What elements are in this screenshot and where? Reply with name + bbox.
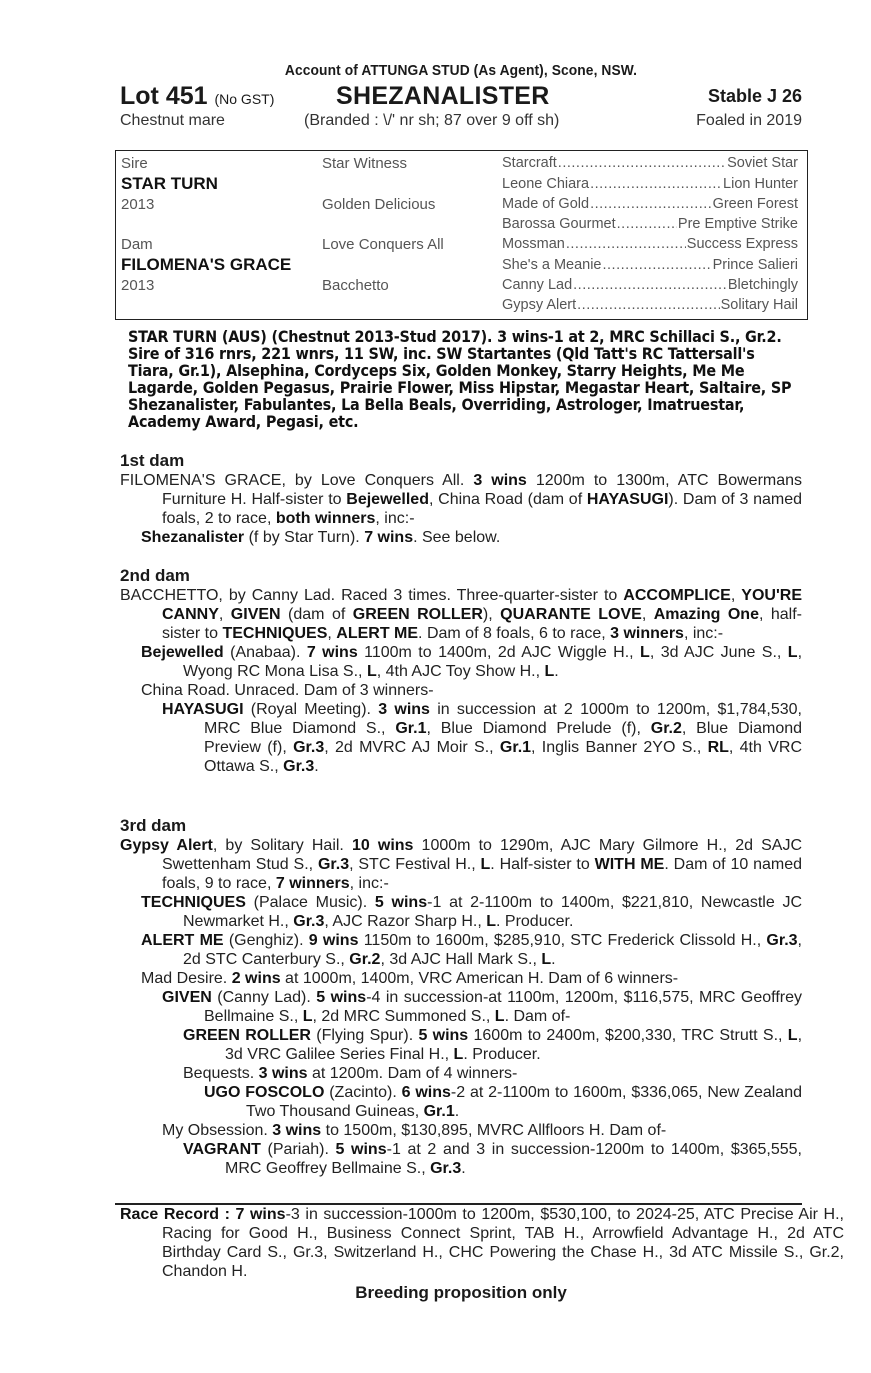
grandparent-row: Barossa Gourmet ..... Pre Emptive Strike [502, 216, 798, 232]
produce-entry: GREEN ROLLER (Flying Spur). 5 wins 1600m to 2400m, $200,330, TRC Strutt S., L, 3d VRC Galilee Series Final H., L. Producer. [183, 1027, 803, 1063]
dam-entry: BACCHETTO, by Canny Lad. Raced 3 times. Three-quarter-sister to ACCOMPLICE, YOU'RE CANNY, GIVEN (dam of GREEN ROLLER), QUARANTE LOVE, Amazing One, half-sister to TECHNIQUES, ALERT ME. Dam of 8 foals, 6 to race, 3 winners, inc:- [120, 587, 803, 642]
section-heading: 2nd dam [120, 566, 190, 585]
produce-entry: Bejewelled (Anabaa). 7 wins 1100m to 1400m, 2d AJC Wiggle H., L, 3d AJC June S., L, Wyong RC Mona Lisa S., L, 4th AJC Toy Show H., L. [141, 644, 803, 680]
dam-dam: Bacchetto [322, 277, 389, 294]
grandparent-row: Starcraft ..... Soviet Star [502, 155, 798, 171]
section-heading: 3rd dam [120, 816, 187, 835]
foaled-year: Foaled in 2019 [696, 112, 802, 129]
produce-entry: VAGRANT (Pariah). 5 wins-1 at 2 and 3 in succession-1200m to 1400m, $365,555, MRC Geoffrey Bellmaine S., Gr.3. [183, 1141, 803, 1177]
produce-entry: Bequests. 3 wins at 1200m. Dam of 4 winners- [183, 1065, 518, 1082]
sire-dam: Golden Delicious [322, 196, 436, 213]
grandparent-row: Canny Lad ..... Bletchingly [502, 277, 798, 293]
produce-entry: HAYASUGI (Royal Meeting). 3 wins in succession at 2 1000m to 1200m, $1,784,530, MRC Blue Diamond S., Gr.1, Blue Diamond Prelude (f), Gr.2, Blue Diamond Preview (f), Gr.3, 2d MVRC AJ Moir S., Gr.1, Inglis Banner 2YO S., RL, 4th VRC Ottawa S., Gr.3. [162, 701, 803, 775]
grandparent-row: Made of Gold ..... Green Forest [502, 196, 798, 212]
sire-summary: STAR TURN (AUS) (Chestnut 2013-Stud 2017). 3 wins-1 at 2, MRC Schillaci S., Gr.2. Sire of 316 rnrs, 221 wnrs, 11 SW, inc. SW Startantes (Qld Tatt's RC Tattersall's Tiara, Gr.1), Alsephina, Cordyceps Six, Golden Monkey, Starry Heights, Me Me Lagarde, Golden Pegasus, Prairie Flower, Miss Hipstar, Megastar Heart, Saltaire, SP Shezanalister, Fabulantes, La Bella Beals, Overriding, Astrologer, Imatruestar, Academy Award, Pegasi, etc. [128, 327, 792, 431]
produce-entry: China Road. Unraced. Dam of 3 winners- [141, 682, 434, 699]
horse-name: SHEZANALISTER [336, 82, 550, 110]
dam-label: Dam [121, 236, 153, 253]
grandparent-row: Mossman ..... Success Express [502, 236, 798, 252]
catalogue-page [120, 62, 844, 1302]
gst-note: (No GST) [214, 91, 275, 107]
sire-label: Sire [121, 155, 148, 172]
dam-name: FILOMENA'S GRACE [121, 255, 292, 274]
produce-entry: Mad Desire. 2 wins at 1000m, 1400m, VRC American H. Dam of 6 winners- [141, 970, 679, 987]
dam-sire: Love Conquers All [322, 236, 444, 253]
produce-entry: UGO FOSCOLO (Zacinto). 6 wins-2 at 2-1100m to 1600m, $336,065, New Zealand Two Thousand Guineas, Gr.1. [204, 1084, 802, 1120]
sire-sire: Star Witness [322, 155, 408, 172]
vendor-account: Account of ATTUNGA STUD (As Agent), Scone, NSW. [284, 62, 638, 79]
lot-label: Lot 451 [120, 82, 208, 110]
race-record-text: -3 in succession-1000m to 1200m, $530,100, to 2024-25, ATC Precise Air H., Racing for Good H., Business Connect Sprint, TAB H., Arrowfield Advantage H., 2d ATC Birthday Card S., Gr.3, Switzerland H., CHC Powering the Chase H., 3d ATC Missile S., Gr.2, Chandon H. [162, 1206, 844, 1280]
pedigree-table [115, 150, 808, 320]
lot-number [120, 82, 274, 111]
lot-header [120, 82, 802, 112]
breeding-note: Breeding proposition only [355, 1283, 567, 1302]
produce-entry: TECHNIQUES (Palace Music). 5 wins-1 at 2-1100m to 1400m, $221,810, Newcastle JC Newmarket H., Gr.3, AJC Razor Sharp H., L. Producer. [141, 894, 803, 930]
produce-entry: Shezanalister (f by Star Turn). 7 wins. See below. [141, 529, 501, 546]
sex-colour: Chestnut mare [120, 112, 225, 129]
second-dam-section [120, 566, 802, 776]
third-dam-section [120, 816, 802, 1178]
produce-entry: GIVEN (Canny Lad). 5 wins-4 in succession-at 1100m, 1200m, $116,575, MRC Geoffrey Bellmaine S., L, 2d MRC Summoned S., L. Dam of- [162, 989, 803, 1025]
produce-entry: ALERT ME (Genghiz). 9 wins 1150m to 1600m, $285,910, STC Frederick Clissold H., Gr.3, 2d STC Canterbury S., Gr.2, 3d AJC Hall Mark S., L. [141, 932, 802, 968]
dam-year: 2013 [121, 277, 155, 294]
sire-name: STAR TURN [121, 174, 218, 193]
dam-entry: Gypsy Alert, by Solitary Hail. 10 wins 1000m to 1290m, AJC Mary Gilmore H., 2d SAJC Swettenham Stud S., Gr.3, STC Festival H., L. Half-sister to WITH ME. Dam of 10 named foals, 9 to race, 7 winners, inc:- [120, 837, 803, 892]
grandparent-row: She's a Meanie ..... Prince Salieri [502, 257, 798, 273]
sire-year: 2013 [121, 196, 155, 213]
produce-entry: My Obsession. 3 wins to 1500m, $130,895, MVRC Allfloors H. Dam of- [162, 1122, 667, 1139]
race-record [120, 1205, 844, 1281]
brand-marks: (Branded : \/' nr sh; 87 over 9 off sh) [304, 112, 560, 129]
grandparent-row: Leone Chiara ..... Lion Hunter [502, 176, 798, 192]
stable-location: Stable J 26 [707, 86, 802, 106]
dam-entry: FILOMENA'S GRACE, by Love Conquers All. 3 wins 1200m to 1300m, ATC Bowermans Furniture H. Half-sister to Bejewelled, China Road (dam of HAYASUGI). Dam of 3 named foals, 2 to race, both winners, inc:- [120, 472, 803, 527]
race-record-label: Race Record : 7 wins [120, 1206, 286, 1223]
grandparent-row: Gypsy Alert ..... Solitary Hail [502, 297, 798, 313]
first-dam-section [120, 451, 802, 547]
horse-details [120, 112, 802, 136]
section-heading: 1st dam [120, 451, 185, 470]
